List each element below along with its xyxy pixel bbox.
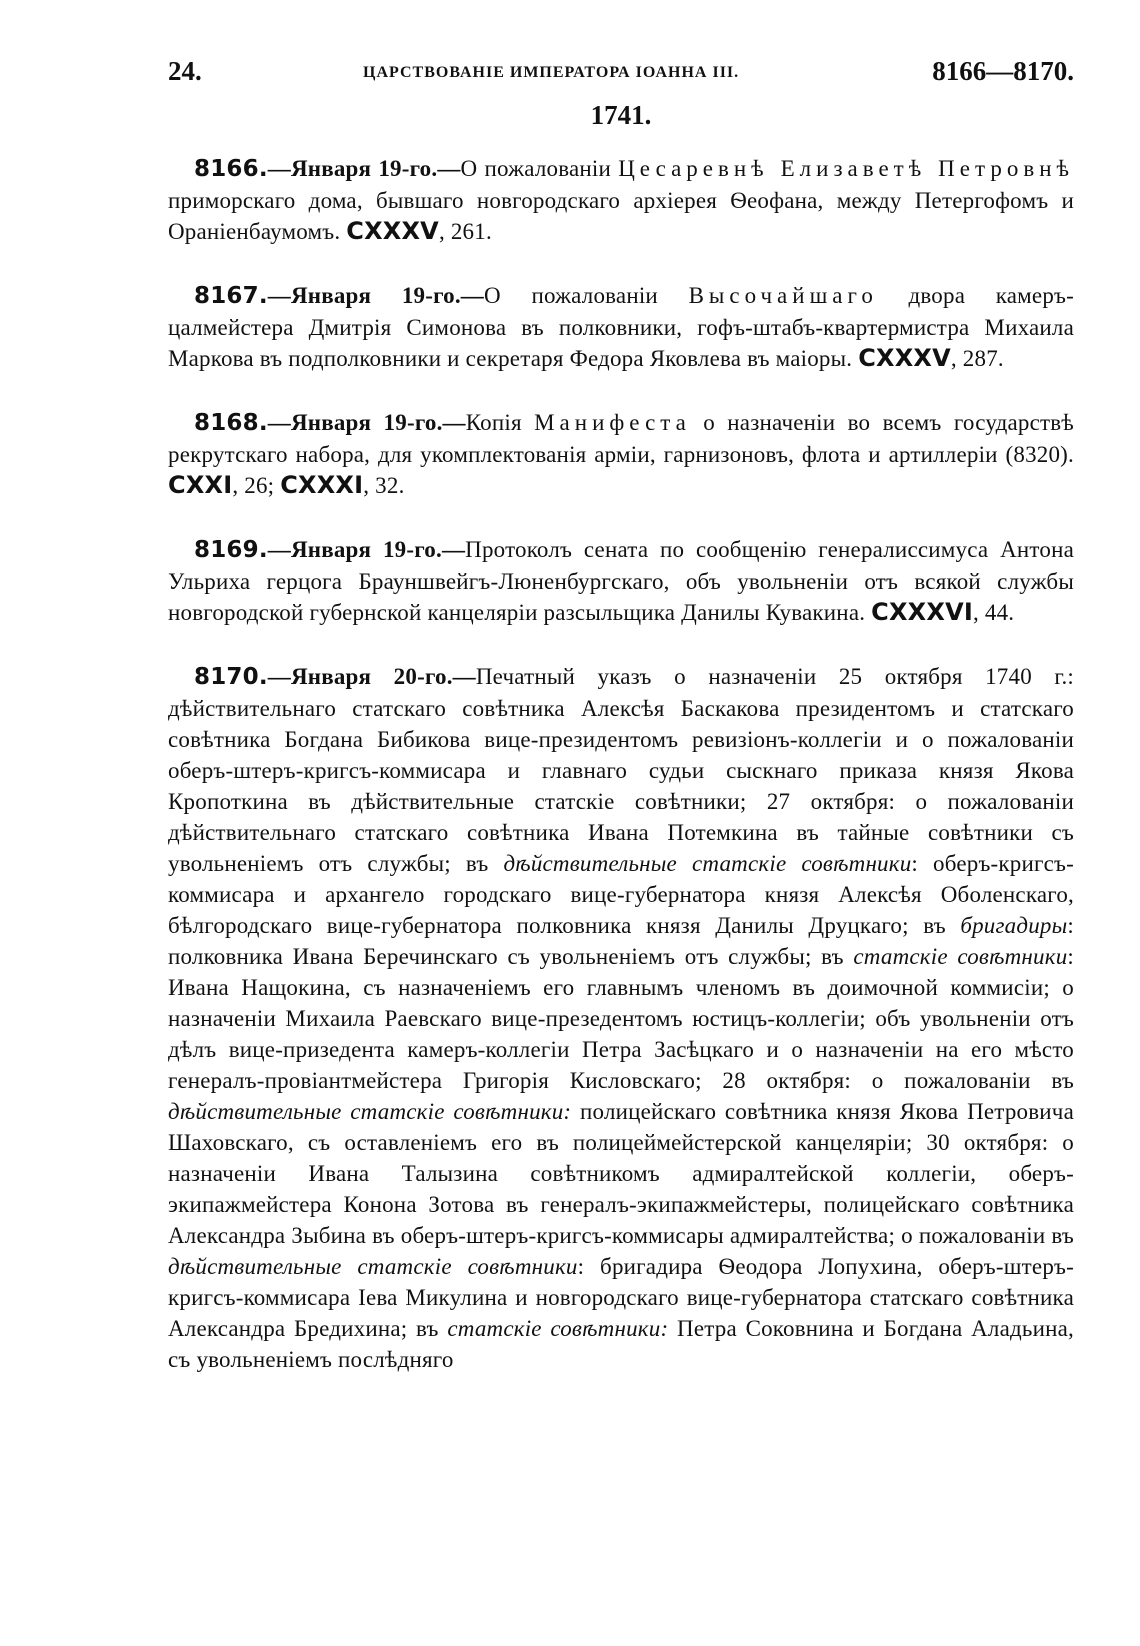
entry-8168 (168, 407, 1074, 501)
entry-text: : Ивана Нащокина, съ назначеніемъ его главнымъ членомъ въ доимочной коммисіи; о назначеніи Михаила Раевскаго вице-презедентомъ юстицъ-коллегіи; объ увольненіи отъ дѣлъ вице-призедента камеръ-коллегіи Петра Засѣцкаго и о назначеніи на его мѣсто генералъ-провіантмейстера Григорія Кисловскаго; 28 октября: о пожалованіи въ (168, 944, 1074, 1093)
entry-text: , 287. (950, 346, 1004, 371)
italic-rank: дѣйствительные статскіе совѣтники (503, 851, 912, 876)
entry-text: : бригадира Ѳеодора Лопухина, оберъ-штеръ-кригсъ-коммисара Іева Микулина и новгородскаго вице-губернатора статскаго совѣтника Александра Бредихина; въ (168, 1254, 1074, 1341)
entry-text: , 32. (363, 473, 405, 498)
entry-number: 8169. (194, 537, 268, 563)
italic-rank: бригадиры (960, 913, 1068, 938)
entry-spaced-text: Цесаревнѣ Елизаветѣ Петровнѣ (618, 156, 1074, 181)
entry-8167 (168, 280, 1074, 374)
running-header (168, 52, 1074, 92)
entry-text: : полковника Ивана Беречинскаго съ увольненіемъ отъ службы; въ (168, 913, 1074, 969)
entry-text: , 261. (438, 219, 492, 244)
entry-text: Протоколъ сената по сообщенію генералиссимуса Антона Ульриха герцога Брауншвейгъ-Люненбургскаго, объ увольненіи отъ всякой службы новгородской губернской канцеляріи разсыльщика Данилы Кувакина. (168, 537, 1074, 625)
source-reference: CXXXV (346, 217, 439, 245)
entry-text: приморскаго дома, бывшаго новгородскаго архіерея Ѳеофана, между Петергофомъ и Ораніенбаумомъ. (168, 188, 1074, 244)
source-reference: CXXXI (280, 471, 364, 499)
entry-number: 8167. (194, 283, 268, 309)
entry-text: Петра Соковнина и Богдана Аладьина, съ увольненіемъ послѣдняго (168, 1316, 1074, 1372)
source-reference: CXXXVI (871, 598, 973, 626)
entry-number: 8170. (194, 664, 268, 690)
entry-spaced-text: Манифеста (534, 410, 691, 435)
entry-date: —Января 19-го.— (267, 156, 461, 181)
entry-text: , 26; (232, 473, 281, 498)
source-reference: CXXXV (858, 344, 951, 372)
entry-date: —Января 20-го.— (267, 664, 476, 689)
entry-text: о назначеніи во всемъ государствѣ рекрутскаго набора, для укомплектованія арміи, гарнизоновъ, флота и артиллеріи (8320). (168, 410, 1074, 467)
source-reference: CXXI (168, 471, 233, 499)
year-heading: 1741. (590, 100, 652, 130)
entry-text: двора камеръ-цалмейстера Дмитрія Симонова въ полковники, гофъ-штабъ-квартермистра Михаила Маркова въ подполковники и секретаря Федора Яковлева въ маіоры. (168, 283, 1074, 371)
entry-8169 (168, 534, 1074, 628)
entry-text: , 44. (972, 600, 1015, 625)
italic-rank: дѣйствительные статскіе совѣтники: (168, 1099, 572, 1124)
entry-range: 8166—8170. (932, 56, 1074, 86)
entry-text: О пожалованіи (460, 156, 619, 181)
entry-number: 8166. (194, 156, 268, 182)
page-number: 24. (168, 56, 202, 86)
entry-text: Копія (465, 410, 535, 435)
entry-number: 8168. (194, 410, 268, 436)
entry-text: О пожалованіи (484, 283, 689, 308)
document-page (168, 52, 1074, 1408)
italic-rank: статскіе совѣтники: (447, 1316, 669, 1341)
entry-text: : оберъ-кригсъ-коммисара и архангело городскаго вице-губернатора князя Алексѣя Оболенскаго, бѣлгородскаго вице-губернатора полковника князя Данилы Друцкаго; въ (168, 851, 1074, 938)
italic-rank: статскіе совѣтники (853, 944, 1068, 969)
entry-8166 (168, 153, 1074, 247)
entry-date: —Января 19-го.— (267, 410, 466, 435)
entry-date: —Января 19-го.— (267, 283, 484, 308)
entry-8170 (168, 661, 1074, 1375)
entry-spaced-text: Высочайшаго (688, 283, 878, 308)
entry-text: Печатный указъ о назначеніи 25 октября 1740 г.: дѣйствительнаго статскаго совѣтника Алексѣя Баскакова президентомъ и статскаго совѣтника Богдана Бибикова вице-президентомъ ревизіонъ-коллегіи и о пожалованіи оберъ-штеръ-кригсъ-коммисара и главнаго судьи сыскнаго приказа князя Якова Кропоткина въ дѣйствительные статскіе совѣтники; 27 октября: о пожалованіи дѣйствительнаго статскаго совѣтника Ивана Потемкина въ тайные совѣтники съ увольненіемъ отъ службы; въ (168, 664, 1074, 876)
running-title: ЦАРСТВОВАНІЕ ИМПЕРАТОРА ІОАННА III. (363, 64, 740, 81)
italic-rank: дѣйствительные статскіе совѣтники (168, 1254, 578, 1279)
entry-text: полицейскаго совѣтника князя Якова Петровича Шаховскаго, съ оставленіемъ его въ полицеймейстерской канцеляріи; 30 октября: о назначеніи Ивана Талызина совѣтникомъ адмиралтейской коллегіи, оберъ-экипажмейстера Конона Зотова въ генералъ-экипажмейстеры, полицейскаго совѣтника Александра Зыбина въ оберъ-штеръ-кригсъ-коммисары адмиралтейства; о пожалованіи въ (168, 1099, 1074, 1248)
entry-date: —Января 19-го.— (267, 537, 466, 562)
